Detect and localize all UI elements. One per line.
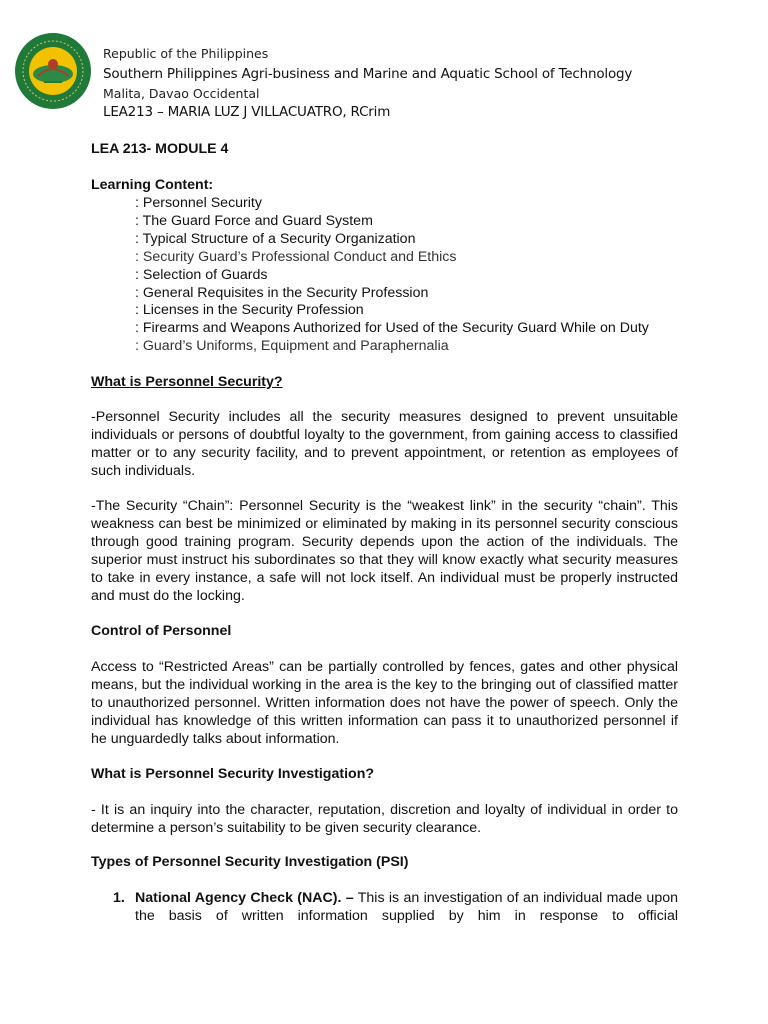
list-item-number: 1.: [113, 890, 125, 906]
school-seal-logo: [14, 32, 92, 110]
list-item: : Guard’s Uniforms, Equipment and Paraphernalia: [135, 338, 449, 355]
section-heading-what-is-ps: What is Personnel Security?: [91, 374, 283, 390]
header-republic: Republic of the Philippines: [103, 46, 269, 61]
list-item: : Security Guard’s Professional Conduct and Ethics: [135, 248, 457, 265]
header-location: Malita, Davao Occidental: [103, 86, 260, 101]
section-heading-control: Control of Personnel: [91, 623, 232, 639]
learning-content-heading: Learning Content:: [91, 177, 214, 193]
paragraph-ps-definition: -Personnel Security includes all the security measures designed to prevent unsuitable individuals or persons of doubtful loyalty to the government, from gaining access to classified matter or to any security facility, and to prevent appointment, or retention as employees of such individuals.: [91, 409, 678, 479]
module-title: LEA 213- MODULE 4: [91, 141, 229, 157]
learning-content-list: [135, 195, 649, 356]
list-item: : Selection of Guards: [135, 266, 268, 283]
paragraph-psi-definition: - It is an inquiry into the character, reputation, discretion and loyalty of individual in order to determine a person’s suitability to be given security clearance.: [91, 802, 678, 836]
list-item-nac: [113, 890, 678, 926]
paragraph-security-chain: -The Security “Chain”: Personnel Security is the “weakest link” in the security “chain”. This weakness can best be minimized or eliminated by making in its personnel security conscious through good training program. Security depends upon the action of the individuals. The superior must instruct his subordinates so that they will know exactly what security measures to take in every instance, a safe will not lock itself. An individual must be properly instructed and must do the locking.: [91, 498, 678, 604]
list-item: : Licenses in the Security Profession: [135, 302, 364, 319]
section-heading-psi: What is Personnel Security Investigation?: [91, 766, 375, 782]
paragraph-control-of-personnel: Access to “Restricted Areas” can be partially controlled by fences, gates and other physical means, but the individual working in the area is the key to the bringing out of classified matter to unauthorized personnel. Written information does not have the power of speech. Only the individual has knowledge of this written information can pass it to unauthorized personnel if he unguardedly talks about information.: [91, 659, 678, 747]
list-item: : Typical Structure of a Security Organization: [135, 230, 416, 247]
header-school-name: Southern Philippines Agri-business and Marine and Aquatic School of Technology: [103, 66, 633, 82]
list-item: : Personnel Security: [135, 195, 262, 211]
list-item: : Firearms and Weapons Authorized for Used of the Security Guard While on Duty: [135, 320, 649, 337]
nac-text: This is an investigation of an individual made upon the basis of written information supplied by him in response to official: [135, 890, 678, 924]
section-heading-types-psi: Types of Personnel Security Investigation (PSI): [91, 854, 409, 870]
nac-title: National Agency Check (NAC). –: [135, 890, 354, 906]
list-item: : The Guard Force and Guard System: [135, 212, 373, 229]
list-item: : General Requisites in the Security Profession: [135, 284, 429, 301]
header-course-author: LEA213 – MARIA LUZ J VILLACUATRO, RCrim: [103, 104, 391, 120]
